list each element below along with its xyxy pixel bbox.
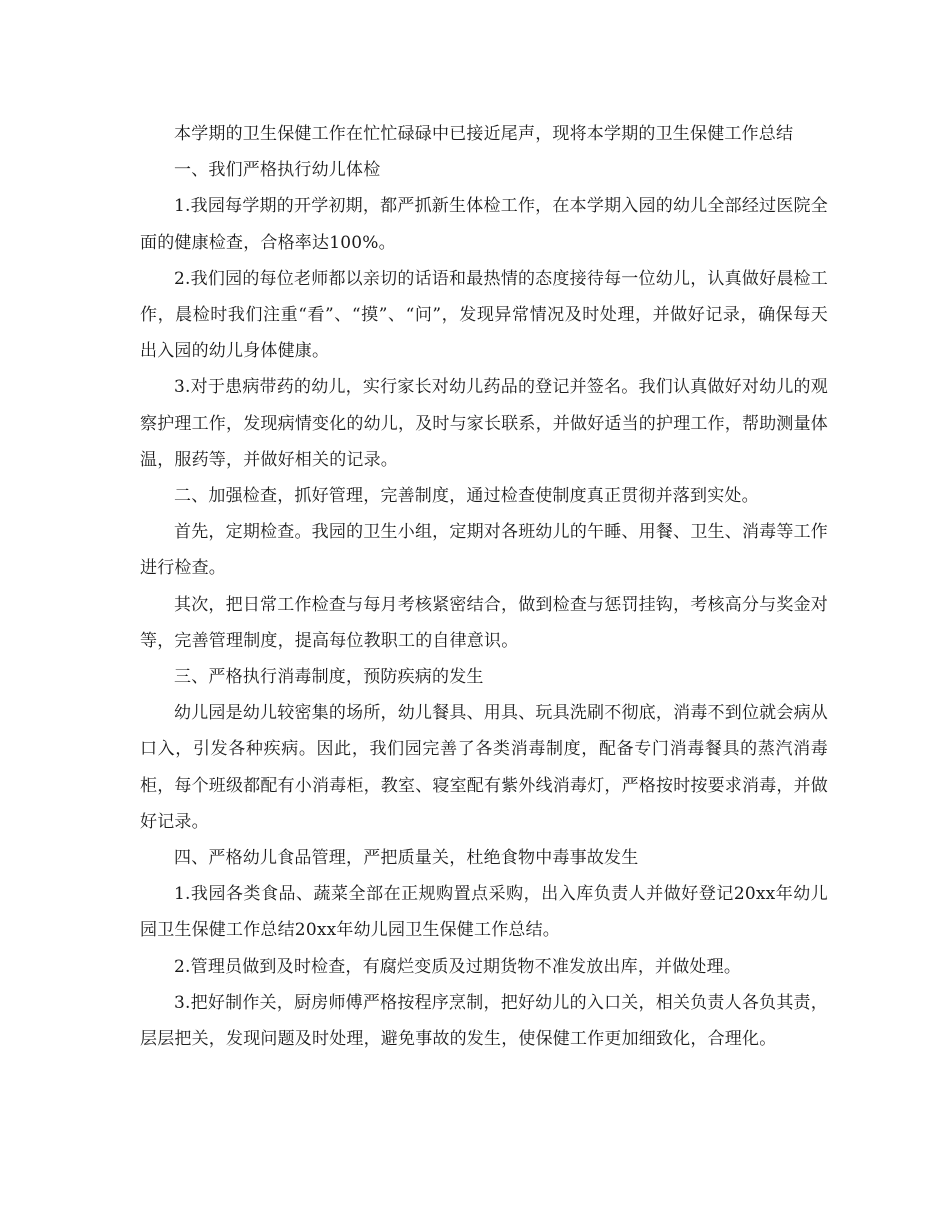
paragraph: 1.我园每学期的开学初期，都严抓新生体检工作，在本学期入园的幼儿全部经过医院全面的健康检查，合格率达100%。 — [140, 196, 828, 253]
section-heading-4: 四、严格幼儿食品管理，严把质量关，杜绝食物中毒事故发生 — [174, 848, 639, 869]
paragraph: 2.我们园的每位老师都以亲切的话语和最热情的态度接待每一位幼儿，认真做好晨检工作，晨检时我们注重“看”、“摸”、“问”，发现异常情况及时处理，并做好记录，确保每天出入园的幼儿身体健康。 — [140, 268, 828, 362]
document-body — [140, 116, 828, 1057]
paragraph: 其次，把日常工作检查与每月考核紧密结合，做到检查与惩罚挂钩，考核高分与奖金对等，完善管理制度，提高每位教职工的自律意识。 — [140, 594, 828, 651]
section-heading-1: 一、我们严格执行幼儿体检 — [174, 160, 381, 181]
paragraph: 1.我园各类食品、蔬菜全部在正规购置点采购，出入库负责人并做好登记20xx年幼儿园卫生保健工作总结20xx年幼儿园卫生保健工作总结。 — [140, 884, 828, 941]
paragraph: 幼儿园是幼儿较密集的场所，幼儿餐具、用具、玩具洗刷不彻底，消毒不到位就会病从口入，引发各种疾病。因此，我们园完善了各类消毒制度，配备专门消毒餐具的蒸汽消毒柜，每个班级都配有小消毒柜，教室、寝室配有紫外线消毒灯，严格按时按要求消毒，并做好记录。 — [140, 703, 828, 832]
paragraph: 3.对于患病带药的幼儿，实行家长对幼儿药品的登记并签名。我们认真做好对幼儿的观察护理工作，发现病情变化的幼儿，及时与家长联系，并做好适当的护理工作，帮助测量体温，服药等，并做好相关的记录。 — [140, 377, 828, 470]
section-heading-3: 三、严格执行消毒制度，预防疾病的发生 — [174, 667, 484, 688]
paragraph: 3.把好制作关，厨房师傅严格按程序烹制，把好幼儿的入口关，相关负责人各负其责，层层把关，发现问题及时处理，避免事故的发生，使保健工作更加细致化，合理化。 — [140, 992, 828, 1050]
paragraph: 首先，定期检查。我园的卫生小组，定期对各班幼儿的午睡、用餐、卫生、消毒等工作进行检查。 — [140, 522, 828, 579]
paragraph: 2.管理员做到及时检查，有腐烂变质及过期货物不准发放出库，并做处理。 — [174, 956, 742, 977]
intro-paragraph: 本学期的卫生保健工作在忙忙碌碌中已接近尾声，现将本学期的卫生保健工作总结 — [174, 124, 794, 144]
section-heading-2: 二、加强检查，抓好管理，完善制度，通过检查使制度真正贯彻并落到实处。 — [174, 486, 759, 507]
